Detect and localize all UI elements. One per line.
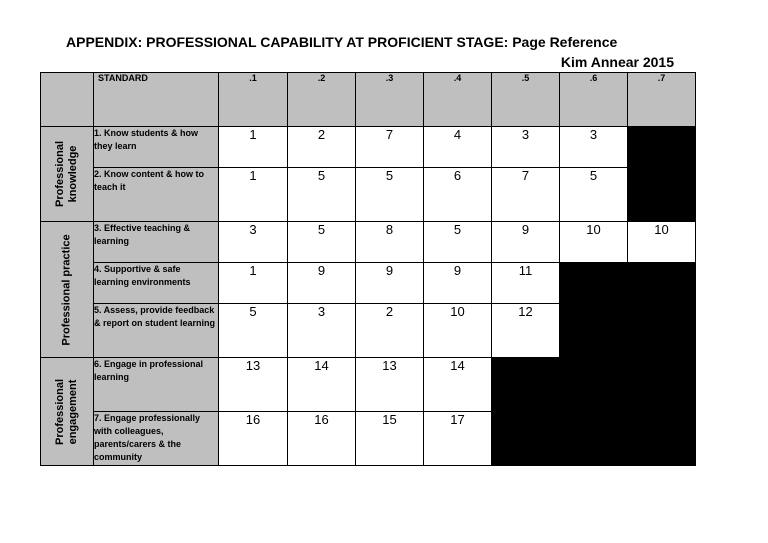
table-cell: 13 — [219, 358, 288, 412]
table-row — [41, 127, 696, 168]
standard-6-label: 6. Engage in professional learning — [94, 358, 219, 412]
group-label-professional-knowledge: Professional knowledge — [41, 127, 94, 222]
standard-3-label: 3. Effective teaching & learning — [94, 222, 219, 263]
standard-column-header: STANDARD — [94, 73, 219, 127]
table-cell: 5 — [288, 222, 356, 263]
table-cell: 16 — [288, 412, 356, 466]
table-cell: 12 — [492, 304, 560, 358]
table-cell: 10 — [424, 304, 492, 358]
standard-5-label: 5. Assess, provide feedback & report on student learning — [94, 304, 219, 358]
column-header-1: .1 — [219, 73, 288, 127]
table-cell: 7 — [356, 127, 424, 168]
table-cell: 4 — [424, 127, 492, 168]
table-cell: 5 — [288, 168, 356, 222]
table-row — [41, 168, 696, 222]
table-cell: 16 — [219, 412, 288, 466]
table-cell: 13 — [356, 358, 424, 412]
table-cell: 11 — [492, 263, 560, 304]
table-cell: 5 — [560, 168, 628, 222]
column-header-6: .6 — [560, 73, 628, 127]
table-cell: 5 — [356, 168, 424, 222]
table-cell: 14 — [288, 358, 356, 412]
table-cell: 3 — [288, 304, 356, 358]
table-cell: 2 — [356, 304, 424, 358]
table-cell: 2 — [288, 127, 356, 168]
table-cell: 14 — [424, 358, 492, 412]
header-row — [41, 73, 696, 127]
table-row — [41, 222, 696, 263]
column-header-7: .7 — [628, 73, 696, 127]
author-line: Kim Annear 2015 — [560, 54, 674, 70]
table-cell: 9 — [288, 263, 356, 304]
table-cell: 10 — [560, 222, 628, 263]
blank-cell — [628, 127, 696, 222]
page-title: APPENDIX: PROFESSIONAL CAPABILITY AT PROFICIENT STAGE: Page Reference — [66, 34, 618, 50]
table-row — [41, 358, 696, 412]
column-header-4: .4 — [424, 73, 492, 127]
table-cell: 8 — [356, 222, 424, 263]
table-cell: 1 — [219, 127, 288, 168]
table-cell: 3 — [560, 127, 628, 168]
standard-7-label: 7. Engage professionally with colleagues, parents/carers & the community — [94, 412, 219, 466]
group-label-professional-practice: Professional practice — [41, 222, 94, 358]
table-cell: 1 — [219, 168, 288, 222]
column-header-2: .2 — [288, 73, 356, 127]
group-label-professional-engagement: Professional engagement — [41, 358, 94, 466]
table-cell: 5 — [424, 222, 492, 263]
standard-1-label: 1. Know students & how they learn — [94, 127, 219, 168]
table-cell: 9 — [356, 263, 424, 304]
table-cell: 6 — [424, 168, 492, 222]
column-header-3: .3 — [356, 73, 424, 127]
table-cell: 5 — [219, 304, 288, 358]
table-cell: 9 — [492, 222, 560, 263]
table-cell: 7 — [492, 168, 560, 222]
table-cell: 17 — [424, 412, 492, 466]
standard-4-label: 4. Supportive & safe learning environments — [94, 263, 219, 304]
table-cell: 9 — [424, 263, 492, 304]
table-cell: 10 — [628, 222, 696, 263]
table-cell: 1 — [219, 263, 288, 304]
capability-table — [40, 72, 696, 466]
table-cell: 3 — [492, 127, 560, 168]
standard-2-label: 2. Know content & how to teach it — [94, 168, 219, 222]
table-row — [41, 263, 696, 304]
table-cell: 3 — [219, 222, 288, 263]
corner-cell — [41, 73, 94, 127]
table-cell: 15 — [356, 412, 424, 466]
column-header-5: .5 — [492, 73, 560, 127]
blank-cell — [492, 358, 696, 466]
blank-cell — [560, 263, 696, 358]
